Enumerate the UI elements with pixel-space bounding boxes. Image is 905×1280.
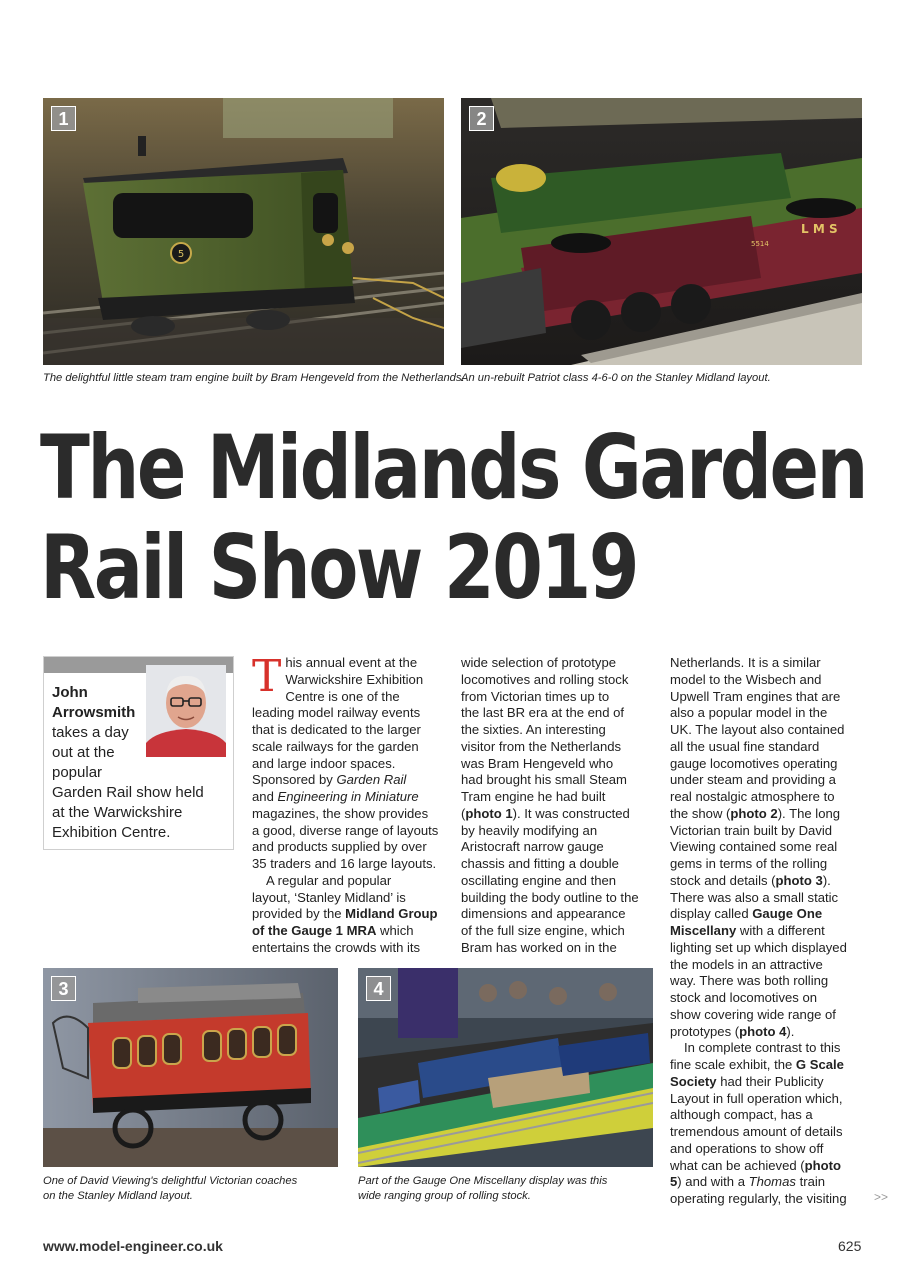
body-text-line: provided by the Midland Group bbox=[252, 906, 438, 922]
standfirst-line: at the Warwickshire bbox=[52, 804, 183, 821]
body-text-line: the models in an attractive bbox=[670, 956, 823, 972]
miscellany-display-image bbox=[358, 968, 653, 1167]
author-standfirst bbox=[52, 683, 202, 843]
bold-reference: Society bbox=[670, 1073, 717, 1089]
body-text-line: by heavily modifying an bbox=[461, 822, 598, 838]
body-text-line: Netherlands. It is a similar bbox=[670, 655, 821, 670]
body-text-line: scale railways for the garden bbox=[252, 738, 419, 754]
bold-reference: photo 3 bbox=[775, 872, 823, 888]
body-text-line: locomotives and rolling stock bbox=[461, 671, 629, 687]
photo-1-caption: The delightful little steam tram engine built by Bram Hengeveld from the Netherlands. bbox=[43, 372, 465, 384]
body-text-line: leading model railway events bbox=[252, 705, 421, 721]
body-text-line: prototypes (photo 4). bbox=[670, 1023, 795, 1039]
body-text-line: from Victorian times up to bbox=[461, 688, 610, 704]
body-text-line: Warwickshire Exhibition bbox=[285, 671, 424, 687]
body-text-line: and Engineering in Miniature bbox=[252, 789, 419, 804]
body-text-line: magazines, the show provides bbox=[252, 805, 429, 821]
bold-reference: Midland Group bbox=[345, 906, 438, 922]
body-text-line: Sponsored by Garden Rail bbox=[252, 772, 407, 788]
body-text-line: Miscellany with a different bbox=[670, 923, 825, 938]
body-text-line: and products supplied by over bbox=[252, 839, 427, 855]
caption-line: Part of the Gauge One Miscellany display was this bbox=[358, 1175, 608, 1187]
bold-reference: 5 bbox=[670, 1174, 678, 1190]
body-text-line: show covering wide range of bbox=[670, 1006, 836, 1022]
drop-cap: T bbox=[252, 651, 282, 702]
body-column-1 bbox=[252, 651, 452, 957]
body-text-line: Layout in full operation which, bbox=[670, 1090, 843, 1106]
body-text-line: Victorian train built by David bbox=[670, 822, 833, 838]
body-text-line: wide selection of prototype bbox=[461, 655, 617, 670]
photo-number-badge: 2 bbox=[469, 106, 494, 131]
body-text-line: Centre is one of the bbox=[285, 688, 400, 704]
author-box bbox=[43, 656, 234, 850]
body-text-line: (photo 1). It was constructed bbox=[461, 805, 630, 821]
body-text-line: all the usual fine standard bbox=[670, 738, 820, 754]
photo-number-badge: 4 bbox=[366, 976, 391, 1001]
photo-2-caption: An un-rebuilt Patriot class 4-6-0 on the Stanley Midland layout. bbox=[461, 372, 771, 384]
photo-number-badge: 1 bbox=[51, 106, 76, 131]
body-text-line: that is dedicated to the larger bbox=[252, 722, 421, 737]
body-text-line: There was also a small static bbox=[670, 889, 839, 905]
body-text-line: oscillating engine and then bbox=[461, 872, 617, 888]
italic-title: Engineering in Miniature bbox=[277, 789, 419, 804]
body-text-line: the show (photo 2). The long bbox=[670, 805, 841, 821]
body-text-line: gems in terms of the rolling bbox=[670, 856, 828, 871]
caption-line: on the Stanley Midland layout. bbox=[43, 1190, 193, 1202]
body-text-line: Viewing contained some real bbox=[670, 839, 838, 855]
article-headline bbox=[40, 416, 867, 619]
body-text-line: stock and details (photo 3). bbox=[670, 872, 831, 888]
body-text-line: of the full size engine, which bbox=[461, 923, 625, 938]
body-text-line: Upwell Tram engines that are bbox=[670, 688, 841, 704]
italic-title: Garden Rail bbox=[336, 772, 407, 788]
body-text-line: way. There was both rolling bbox=[670, 973, 829, 989]
body-text-line: fine scale exhibit, the G Scale bbox=[670, 1057, 844, 1072]
photo-3-caption bbox=[43, 1174, 297, 1204]
author-name-line-2: Arrowsmith bbox=[52, 704, 136, 721]
bold-reference: photo bbox=[804, 1157, 842, 1173]
body-text-line: also a popular model in the bbox=[670, 705, 828, 721]
headline-line-1: The Midlands Garden bbox=[40, 416, 867, 519]
body-text-line: under steam and providing a bbox=[670, 772, 836, 788]
body-text-line: his annual event at the bbox=[285, 655, 418, 670]
bold-reference: photo 4 bbox=[739, 1023, 787, 1039]
headline-line-2: Rail Show 2019 bbox=[40, 516, 638, 619]
footer-website-url[interactable]: www.model-engineer.co.uk bbox=[43, 1238, 223, 1254]
body-text-line: UK. The layout also contained bbox=[670, 722, 845, 737]
bold-reference: photo 1 bbox=[465, 805, 513, 821]
standfirst-line: popular bbox=[52, 764, 103, 781]
body-text-line: A regular and popular bbox=[266, 872, 392, 888]
body-text-line: tremendous amount of details bbox=[670, 1124, 843, 1139]
body-text-line: a good, diverse range of layouts bbox=[252, 822, 439, 838]
photo-4-caption bbox=[358, 1174, 607, 1204]
body-text-line: Aristocraft narrow gauge bbox=[461, 839, 604, 855]
body-text-line: had brought his small Steam bbox=[461, 772, 627, 788]
body-text-line: of the Gauge 1 MRA which bbox=[252, 923, 414, 938]
photo-4-gauge-one-miscellany bbox=[358, 968, 653, 1167]
patriot-loco-image bbox=[461, 98, 862, 365]
bold-reference: G Scale bbox=[795, 1057, 844, 1072]
bold-reference: photo 2 bbox=[730, 805, 778, 821]
body-text-line: building the body outline to the bbox=[461, 889, 639, 905]
caption-line: One of David Viewing's delightful Victorian coaches bbox=[43, 1175, 298, 1187]
photo-1-steam-tram bbox=[43, 98, 444, 365]
body-text-line: operating regularly, the visiting bbox=[670, 1191, 847, 1206]
body-text-line: lighting set up which displayed bbox=[670, 939, 847, 955]
body-text-line: dimensions and appearance bbox=[461, 906, 626, 922]
caption-line: wide ranging group of rolling stock. bbox=[358, 1190, 531, 1202]
photo-number-badge: 3 bbox=[51, 976, 76, 1001]
body-text-line: and operations to show off bbox=[670, 1140, 824, 1156]
tram-number-plate: 5 bbox=[177, 249, 185, 260]
page-number: 625 bbox=[838, 1238, 862, 1254]
body-text-line: what can be achieved (photo bbox=[670, 1157, 842, 1173]
body-text-line: and large indoor spaces. bbox=[252, 755, 396, 771]
body-text-line: was Bram Hengeveld who bbox=[461, 755, 614, 771]
standfirst-line: takes a day bbox=[52, 724, 129, 741]
body-text-line: layout, ‘Stanley Midland’ is bbox=[252, 889, 406, 905]
body-text-line: Society had their Publicity bbox=[670, 1073, 824, 1089]
body-text-line: visitor from the Netherlands bbox=[461, 738, 622, 754]
body-text-line: gauge locomotives operating bbox=[670, 755, 838, 771]
loco-number: 5514 bbox=[751, 240, 769, 248]
body-text-line: the sixties. An interesting bbox=[461, 722, 606, 737]
body-text-line: stock and locomotives on bbox=[670, 990, 818, 1005]
continued-arrow-icon: >> bbox=[874, 1190, 889, 1204]
body-text-line: Tram engine he had built bbox=[461, 789, 606, 804]
body-text-line: real nostalgic atmosphere to bbox=[670, 789, 835, 804]
standfirst-line: out at the bbox=[52, 744, 115, 761]
steam-tram-image bbox=[43, 98, 444, 365]
body-text-line: In complete contrast to this bbox=[684, 1040, 841, 1056]
italic-title: Thomas bbox=[748, 1174, 796, 1190]
body-column-2 bbox=[461, 655, 661, 957]
body-text-line: model to the Wisbech and bbox=[670, 671, 822, 687]
bold-reference: Miscellany bbox=[670, 923, 737, 938]
author-name-line-1: John bbox=[52, 684, 88, 701]
photo-2-patriot-loco bbox=[461, 98, 862, 365]
body-text-line: the last BR era at the end of bbox=[461, 705, 625, 721]
body-text-line: 5) and with a Thomas train bbox=[670, 1174, 826, 1190]
photo-3-victorian-coach bbox=[43, 968, 338, 1167]
body-text-line: 35 traders and 16 large layouts. bbox=[252, 856, 437, 871]
bold-reference: Gauge One bbox=[752, 906, 823, 922]
victorian-coach-image bbox=[43, 968, 338, 1167]
body-text-line: display called Gauge One bbox=[670, 906, 823, 922]
body-text-line: Bram has worked on in the bbox=[461, 939, 617, 955]
body-text-line: although compact, has a bbox=[670, 1107, 813, 1123]
standfirst-line: Exhibition Centre. bbox=[52, 824, 171, 841]
body-text-line: chassis and fitting a double bbox=[461, 856, 619, 871]
bold-reference: of the Gauge 1 MRA bbox=[252, 923, 377, 938]
standfirst-line: Garden Rail show held bbox=[52, 784, 204, 801]
tender-lettering: L M S bbox=[801, 222, 838, 236]
body-column-3 bbox=[670, 655, 870, 1208]
body-text-line: entertains the crowds with its bbox=[252, 939, 421, 955]
